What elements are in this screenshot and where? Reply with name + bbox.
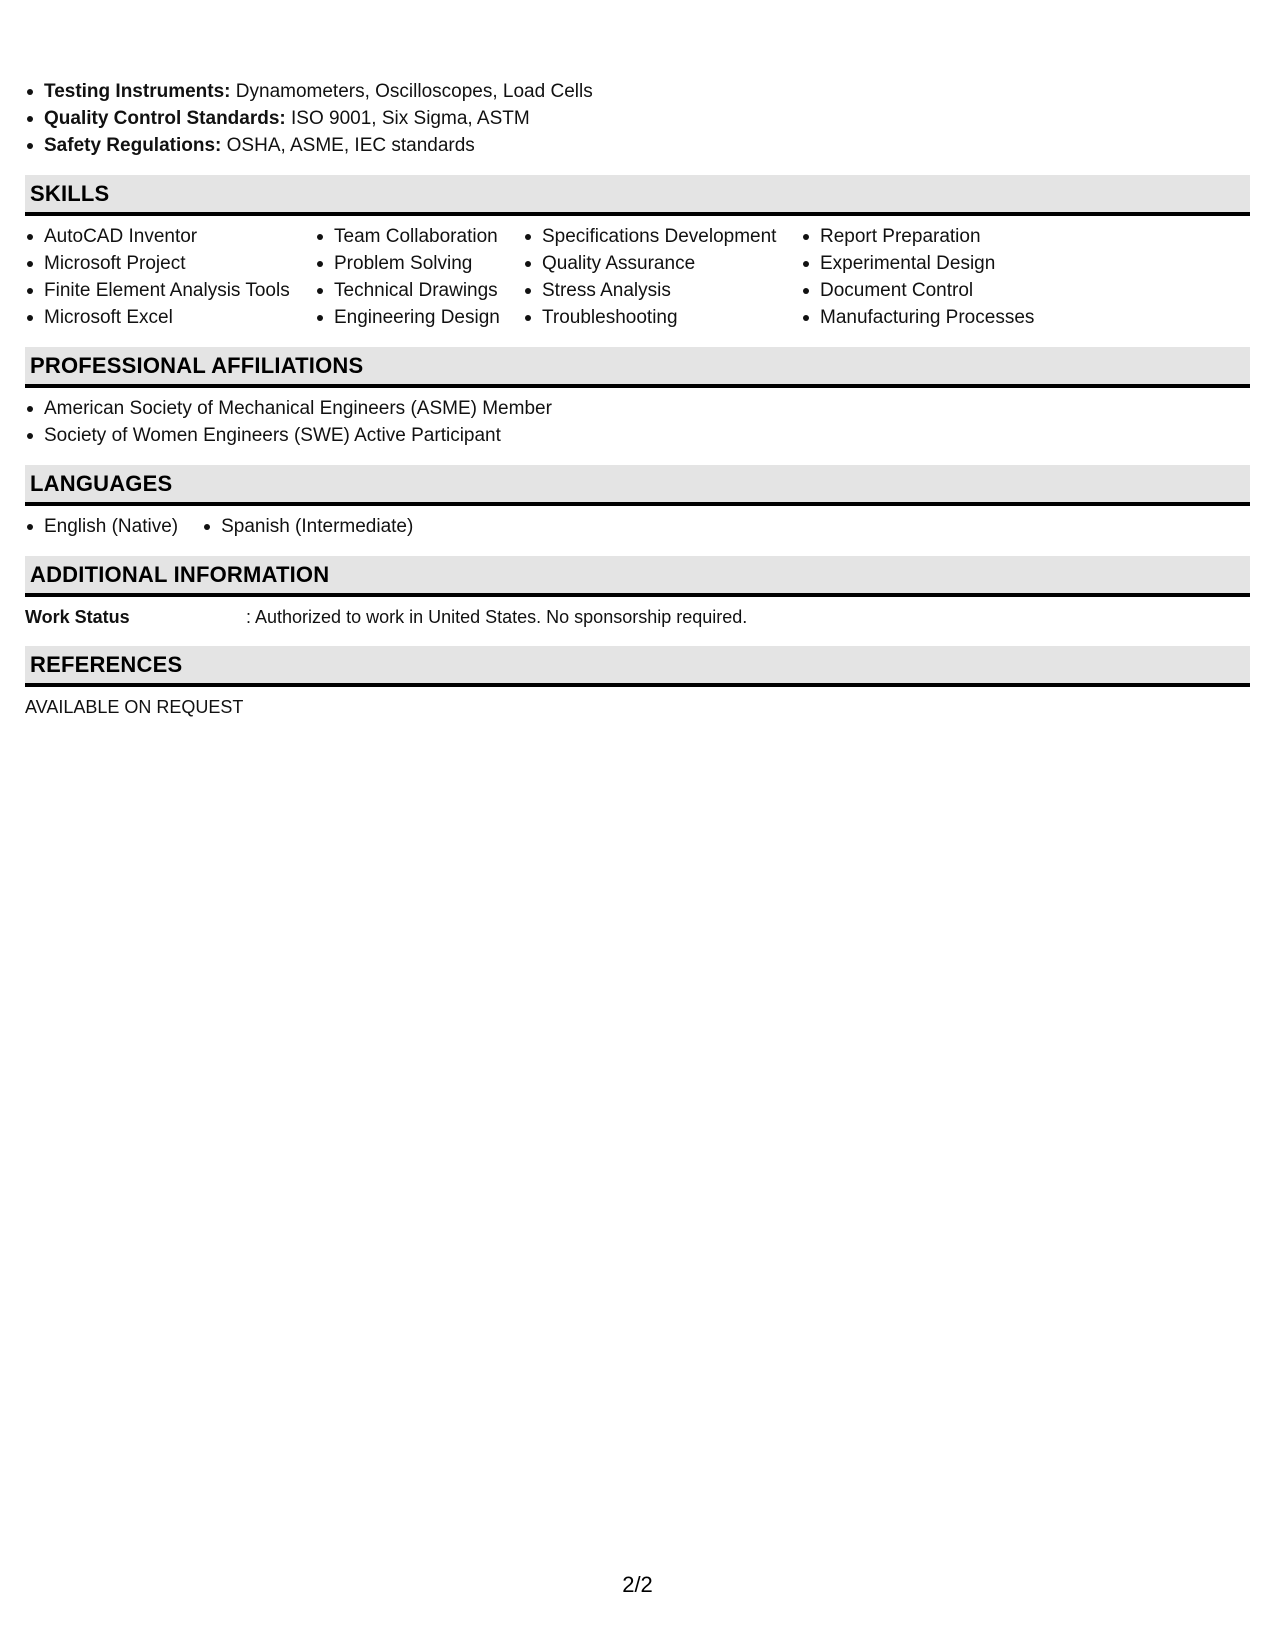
skill-item: Troubleshooting	[523, 304, 801, 331]
section-header-references	[25, 646, 1250, 687]
skill-item: Engineering Design	[315, 304, 523, 331]
skills-column	[25, 223, 315, 331]
skill-item: Stress Analysis	[523, 277, 801, 304]
section-title: REFERENCES	[30, 652, 183, 677]
list-item: Spanish (Intermediate)	[202, 513, 413, 540]
tool-label: Quality Control Standards:	[44, 108, 286, 129]
section-title: SKILLS	[30, 181, 110, 206]
resume-page	[25, 78, 1250, 720]
section-title: ADDITIONAL INFORMATION	[30, 562, 330, 587]
info-key: Work Status	[25, 607, 130, 627]
references-text: AVAILABLE ON REQUEST	[25, 697, 244, 717]
languages-list	[25, 513, 1250, 540]
skill-item: Manufacturing Processes	[801, 304, 1101, 331]
skill-item: Technical Drawings	[315, 277, 523, 304]
tool-label: Testing Instruments:	[44, 81, 231, 102]
skill-item: Quality Assurance	[523, 250, 801, 277]
skills-column	[523, 223, 801, 331]
list-item	[25, 78, 1250, 105]
skill-item: Microsoft Project	[25, 250, 315, 277]
tool-value: ISO 9001, Six Sigma, ASTM	[285, 108, 530, 129]
list-item: Society of Women Engineers (SWE) Active Participant	[25, 422, 1250, 449]
work-status-row	[25, 604, 1250, 630]
skill-item: Microsoft Excel	[25, 304, 315, 331]
list-item: American Society of Mechanical Engineers (ASME) Member	[25, 395, 1250, 422]
tool-label: Safety Regulations:	[44, 135, 222, 156]
info-value: : Authorized to work in United States. No sponsorship required.	[246, 607, 748, 627]
skill-item: Report Preparation	[801, 223, 1101, 250]
section-header-languages	[25, 465, 1250, 506]
list-item	[25, 132, 1250, 159]
skill-item: AutoCAD Inventor	[25, 223, 315, 250]
skills-grid	[25, 223, 1250, 331]
skill-item: Experimental Design	[801, 250, 1101, 277]
list-item	[25, 105, 1250, 132]
skill-item: Team Collaboration	[315, 223, 523, 250]
section-header-affiliations	[25, 347, 1250, 388]
page-number: 2/2	[622, 1572, 653, 1597]
skill-item: Document Control	[801, 277, 1101, 304]
section-header-skills	[25, 175, 1250, 216]
skill-item: Finite Element Analysis Tools	[25, 277, 315, 304]
section-title: LANGUAGES	[30, 471, 173, 496]
tool-value: OSHA, ASME, IEC standards	[221, 135, 475, 156]
tools-list	[25, 78, 1250, 159]
affiliations-list	[25, 395, 1250, 449]
list-item: English (Native)	[25, 513, 178, 540]
skill-item: Problem Solving	[315, 250, 523, 277]
skills-column	[801, 223, 1101, 331]
section-header-additional-information	[25, 556, 1250, 597]
skills-column	[315, 223, 523, 331]
tool-value: Dynamometers, Oscilloscopes, Load Cells	[230, 81, 593, 102]
section-title: PROFESSIONAL AFFILIATIONS	[30, 353, 364, 378]
skill-item: Specifications Development	[523, 223, 801, 250]
